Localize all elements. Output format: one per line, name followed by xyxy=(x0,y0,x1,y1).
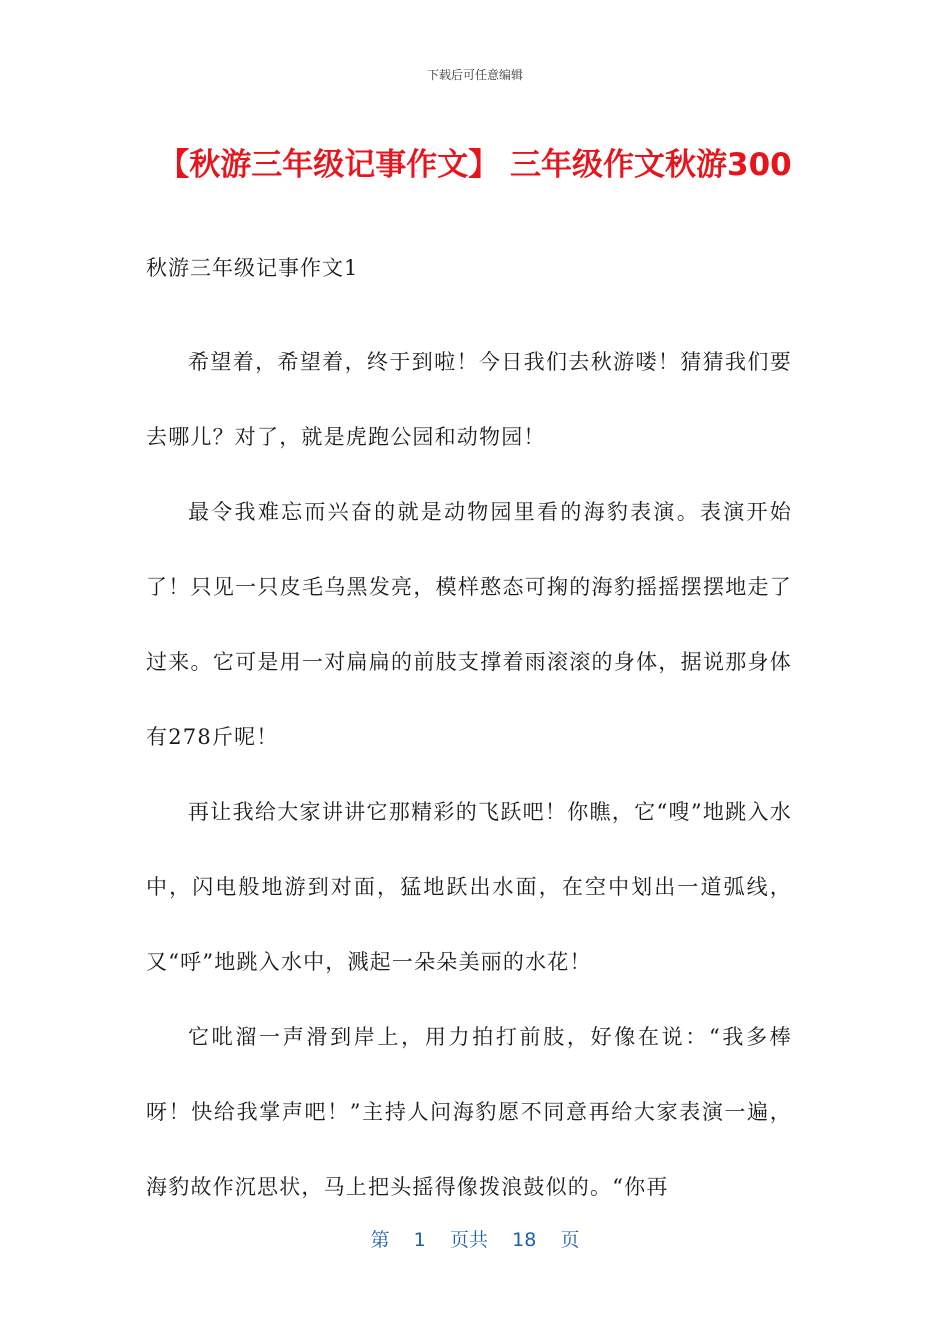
document-title: 【秋游三年级记事作文】 三年级作文秋游300 xyxy=(158,147,792,183)
paragraph: 再让我给大家讲讲它那精彩的飞跃吧！你瞧，它“嗖”地跳入水中，闪电般地游到对面，猛地跃出水面，在空中划出一道弧线，又“呼”地跳入水中，溅起一朵朵美丽的水花！ xyxy=(146,800,792,974)
footer-middle: 页共 xyxy=(449,1229,488,1251)
essay-body xyxy=(146,325,792,1225)
current-page-number: 1 xyxy=(413,1229,426,1251)
footer-prefix: 第 xyxy=(370,1229,390,1251)
header-note: 下载后可任意编辑 xyxy=(426,68,523,82)
paragraph: 最令我难忘而兴奋的就是动物园里看的海豹表演。表演开始了！只见一只皮毛乌黑发亮，模样憨态可掬的海豹摇摇摆摆地走了过来。它可是用一对扁扁的前肢支撑着雨滚滚的身体，据说那身体有278斤呢！ xyxy=(146,500,792,749)
footer-suffix: 页 xyxy=(560,1229,580,1251)
total-pages-number: 18 xyxy=(512,1229,537,1251)
paragraph: 它吡溜一声滑到岸上，用力拍打前肢，好像在说：“我多棒呀！快给我掌声吧！”主持人问海豹愿不同意再给大家表演一遍，海豹故作沉思状，马上把头摇得像拨浪鼓似的。“你再 xyxy=(146,1025,792,1199)
essay-subheading: 秋游三年级记事作文1 xyxy=(146,256,359,280)
paragraph: 希望着，希望着，终于到啦！今日我们去秋游喽！猜猜我们要去哪儿？对了，就是虎跑公园和动物园！ xyxy=(146,350,792,449)
page-footer xyxy=(0,1225,950,1252)
